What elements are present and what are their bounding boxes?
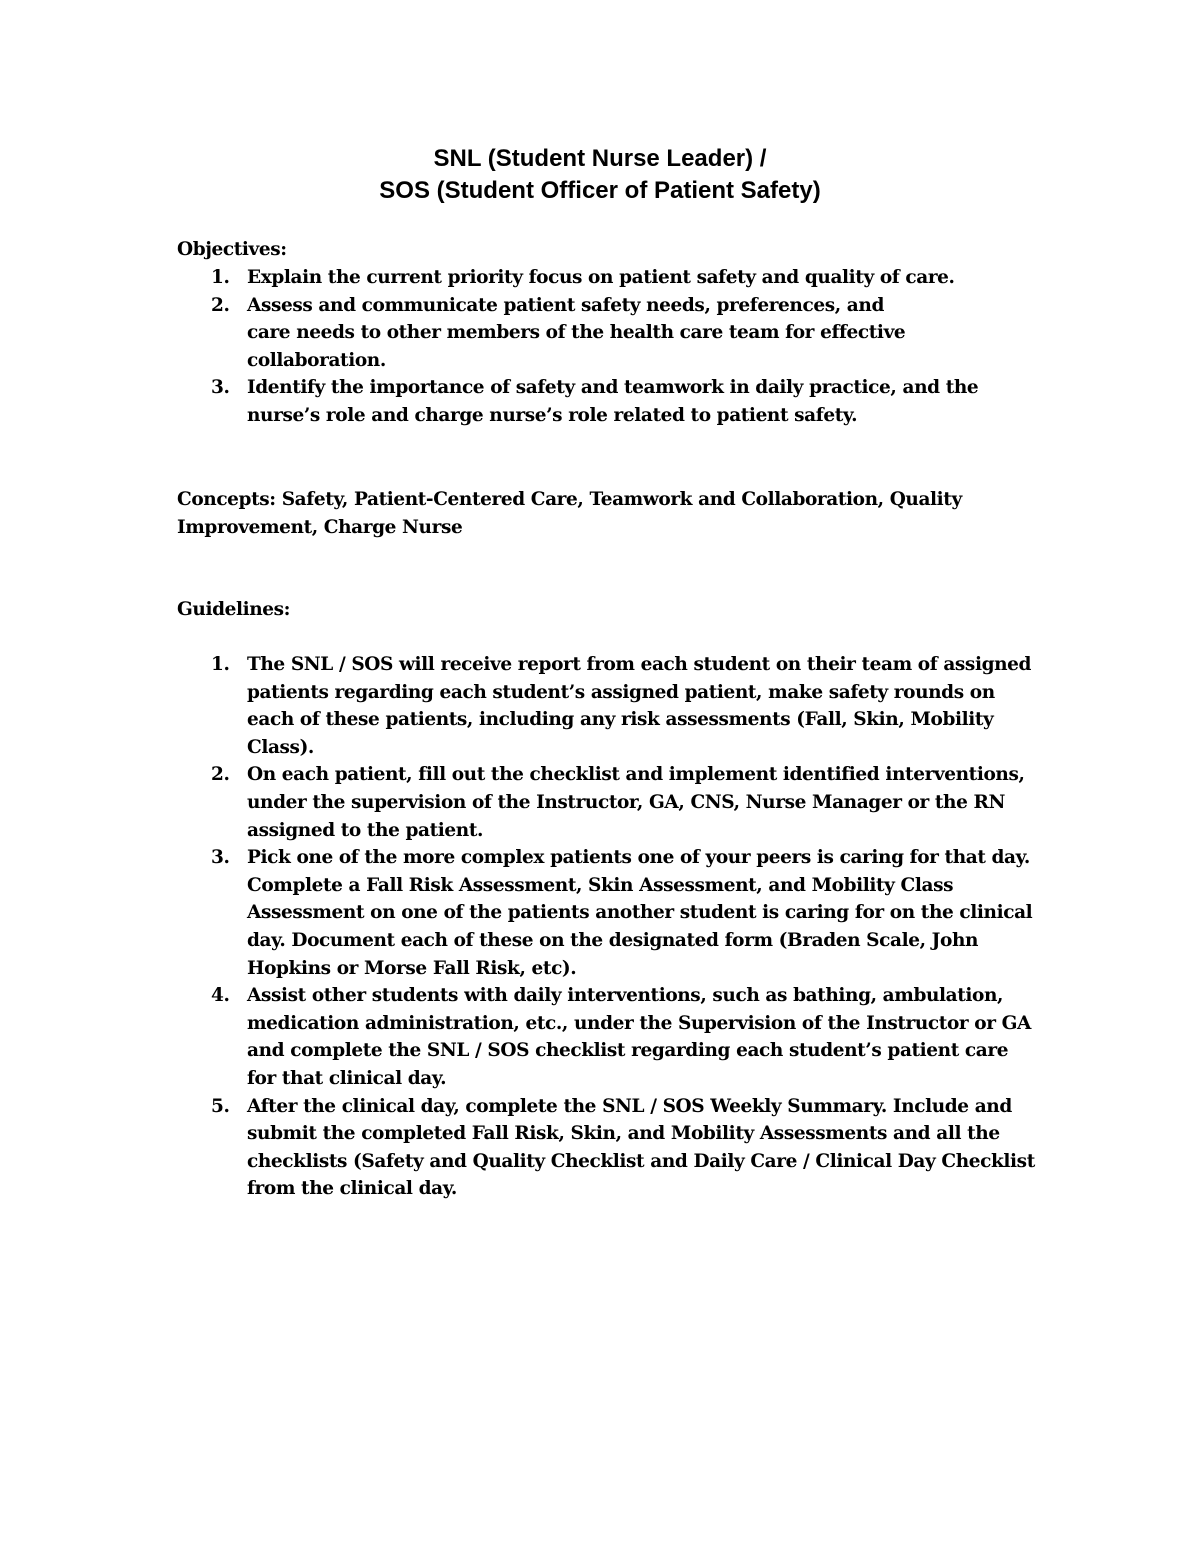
objective-text: Explain the current priority focus on patient safety and quality of care. bbox=[247, 267, 955, 288]
guidelines-heading: Guidelines: bbox=[177, 599, 291, 620]
guideline-number: 1. bbox=[211, 654, 230, 675]
guideline-number: 5. bbox=[211, 1095, 230, 1117]
objective-item bbox=[177, 292, 1017, 375]
guideline-text: After the clinical day, complete the SNL / SOS Weekly Summary. Include and submit the completed Fall Risk, Skin, and Mobility Assessments and all the checklists (Safety and Quality Checklist and Daily Care / Clinical Day Checklist from the clinical day. bbox=[247, 1095, 1035, 1200]
title-line-2: SOS (Student Officer of Patient Safety) bbox=[379, 177, 821, 204]
objective-item bbox=[177, 374, 1017, 429]
document-title bbox=[0, 143, 1200, 207]
objectives-heading: Objectives: bbox=[177, 239, 287, 260]
objective-number: 1. bbox=[211, 267, 230, 288]
objective-number: 3. bbox=[211, 377, 230, 399]
objective-text: Assess and communicate patient safety needs, preferences, and care needs to other members of the health care team for effective collaboration. bbox=[247, 294, 906, 371]
guideline-number: 3. bbox=[211, 847, 230, 869]
concepts-paragraph: Concepts: Safety, Patient-Centered Care, Teamwork and Collaboration, Quality Improvement, Charge Nurse bbox=[177, 489, 962, 538]
guideline-item bbox=[177, 761, 1037, 844]
guideline-text: On each patient, fill out the checklist and implement identified interventions, under the supervision of the Instructor, GA, CNS, Nurse Manager or the RN assigned to the patient. bbox=[247, 764, 1025, 841]
guideline-text: Assist other students with daily interventions, such as bathing, ambulation, medication administration, etc., under the Supervision of the Instructor or GA and complete the SNL / SOS checklist regarding each student’s patient care for that clinical day. bbox=[247, 985, 1031, 1089]
guideline-item bbox=[177, 1093, 1037, 1203]
guideline-text: Pick one of the more complex patients one of your peers is caring for that day. Complete a Fall Risk Assessment, Skin Assessment, and Mobility Class Assessment on one of the patients another student is caring for on the clinical day. Document each of these on the designated form (Braden Scale, John Hopkins or Morse Fall Risk, etc). bbox=[247, 847, 1033, 979]
guideline-item bbox=[177, 651, 1037, 761]
objective-text: Identify the importance of safety and teamwork in daily practice, and the nurse’s role and charge nurse’s role related to patient safety. bbox=[247, 377, 979, 426]
guidelines-list bbox=[177, 651, 1037, 1203]
objectives-list bbox=[177, 264, 1017, 430]
objective-number: 2. bbox=[211, 294, 230, 316]
guideline-number: 4. bbox=[211, 985, 230, 1007]
objective-item bbox=[177, 264, 1017, 292]
guideline-text: The SNL / SOS will receive report from each student on their team of assigned patients regarding each student’s assigned patient, make safety rounds on each of these patients, including any risk assessments (Fall, Skin, Mobility Class). bbox=[247, 654, 1032, 758]
title-line-1: SNL (Student Nurse Leader) / bbox=[433, 145, 767, 172]
guideline-number: 2. bbox=[211, 764, 230, 786]
guideline-item bbox=[177, 844, 1037, 982]
guideline-item bbox=[177, 982, 1037, 1092]
